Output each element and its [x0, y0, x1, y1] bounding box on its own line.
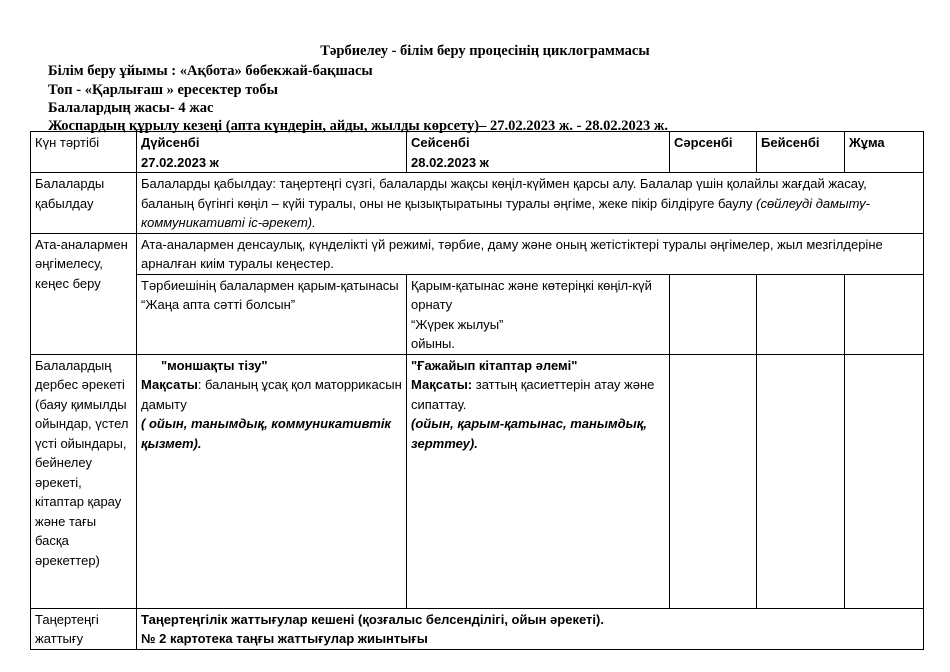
schedule-header: Күн тәртібі [35, 135, 100, 150]
wednesday-label: Сәрсенбі [674, 135, 733, 150]
monday-date: 27.02.2023 ж [141, 154, 219, 170]
parents-tuesday-line3: ойыны. [411, 336, 455, 351]
group-line: Топ - «Қарлығаш » ересектер тобы [48, 82, 278, 98]
parents-label: Ата-аналармен әңгімелесу, кеңес беру [35, 236, 128, 291]
activity-tuesday-note: (ойын, қарым-қатынас, танымдық, зерттеу). [411, 416, 647, 451]
parents-thursday-cell [757, 274, 845, 354]
activity-tuesday-goal-text: заттың қасиеттерін атау және сипаттау. [411, 377, 655, 412]
exercise-line1: Таңертеңгілік жаттығулар кешені (қозғалыс белсенділігі, ойын әрекеті). [141, 611, 604, 627]
parents-label-cell [31, 233, 137, 354]
thursday-label: Бейсенбі [761, 135, 820, 150]
exercise-line2: № 2 картотека таңғы жаттығулар жиынтығы [141, 631, 428, 646]
reception-row [31, 173, 924, 234]
exercise-row [31, 608, 924, 649]
activity-monday-goal-text: : баланың ұсақ қол маторрикасын дамыту [141, 377, 402, 412]
parents-row-bottom [31, 274, 924, 354]
friday-label: Жұма [849, 135, 885, 150]
parents-wednesday-cell [670, 274, 757, 354]
exercise-content-cell [137, 608, 924, 649]
parents-tuesday-line2: “Жүрек жылуы” [411, 316, 504, 332]
activity-monday-goal-label: Мақсаты [141, 377, 198, 392]
reception-note: (сөйлеуді дамыту-коммуникативті іс-әрекет). [141, 195, 870, 230]
wednesday-header-cell [670, 132, 757, 173]
reception-text: Балаларды қабылдау: таңертеңгі сүзгі, балаларды жақсы көңіл-күймен қарсы алу. Балалар үшін қолайлы жағдай жасау, баланың бүгінгі көңіл – күйі туралы, оны не қызықтыратыны туралы әңгіме, жеке пікір білдіруге баулу [141, 176, 867, 211]
monday-header-cell [137, 132, 407, 173]
parents-friday-cell [845, 274, 924, 354]
tuesday-label: Сейсенбі [411, 135, 470, 150]
activity-monday-cell [137, 354, 407, 608]
table-header-row [31, 132, 924, 173]
activity-monday-goal [141, 375, 402, 414]
activity-tuesday-goal [411, 375, 665, 414]
activity-monday-title: "моншақты тізу" [161, 357, 268, 373]
exercise-label-cell [31, 608, 137, 649]
activity-tuesday-cell [407, 354, 670, 608]
tuesday-date: 28.02.2023 ж [411, 154, 489, 170]
activity-wednesday-cell [670, 354, 757, 608]
tuesday-header-cell [407, 132, 670, 173]
document-title: Тәрбиелеу - білім беру процесінің циклограммасы [320, 43, 650, 59]
parents-tuesday-line1: Қарым-қатынас және көтеріңкі көңіл-күй орнату [411, 277, 652, 312]
activity-friday-cell [845, 354, 924, 608]
organization-line: Білім беру ұйымы : «Ақбота» бөбекжай-бақшасы [48, 63, 373, 79]
monday-label: Дүйсенбі [141, 135, 200, 150]
parents-tuesday-cell [407, 274, 670, 354]
parents-text: Ата-аналармен денсаулық, күнделікті үй режимі, тәрбие, даму және оның жетістіктері туралы әңгімелер, жыл мезгілдеріне арналған киім туралы кеңестер. [141, 236, 883, 271]
age-line: Балалардың жасы- 4 жас [48, 100, 214, 116]
reception-label-cell [31, 173, 137, 234]
activity-tuesday-goal-label: Мақсаты: [411, 377, 473, 392]
activity-row [31, 354, 924, 608]
activity-tuesday-title: "Ғажайып кітаптар әлемі" [411, 357, 578, 373]
schedule-header-cell [31, 132, 137, 173]
parents-monday-cell [137, 274, 407, 354]
parents-monday-line1: Тәрбиешінің балалармен қарым-қатынасы [141, 277, 399, 293]
exercise-label: Таңертеңгі жаттығу [35, 611, 99, 646]
thursday-header-cell [757, 132, 845, 173]
period-line: Жоспардың құрылу кезеңі (апта күндерін, айды, жылды көрсету)– 27.02.2023 ж. - 28.02.2023 ж. [48, 118, 669, 134]
activity-monday-note: ( ойын, танымдық, коммуникативтік қызмет). [141, 416, 392, 451]
parents-monday-line2: “Жаңа апта сәтті болсын” [141, 297, 296, 312]
activity-thursday-cell [757, 354, 845, 608]
reception-label: Балаларды қабылдау [35, 176, 105, 211]
activity-label-cell [31, 354, 137, 608]
parents-content-cell [137, 233, 924, 274]
reception-content-cell [137, 173, 924, 234]
parents-row-top [31, 233, 924, 274]
friday-header-cell [845, 132, 924, 173]
activity-label: Балалардың дербес әрекеті (баяу қимылды ойындар, үстел үсті ойындары, бейнелеу әрекеті, кітаптар қарау және тағы басқа әрекеттер) [35, 357, 129, 568]
cyclogram-table [30, 131, 924, 650]
